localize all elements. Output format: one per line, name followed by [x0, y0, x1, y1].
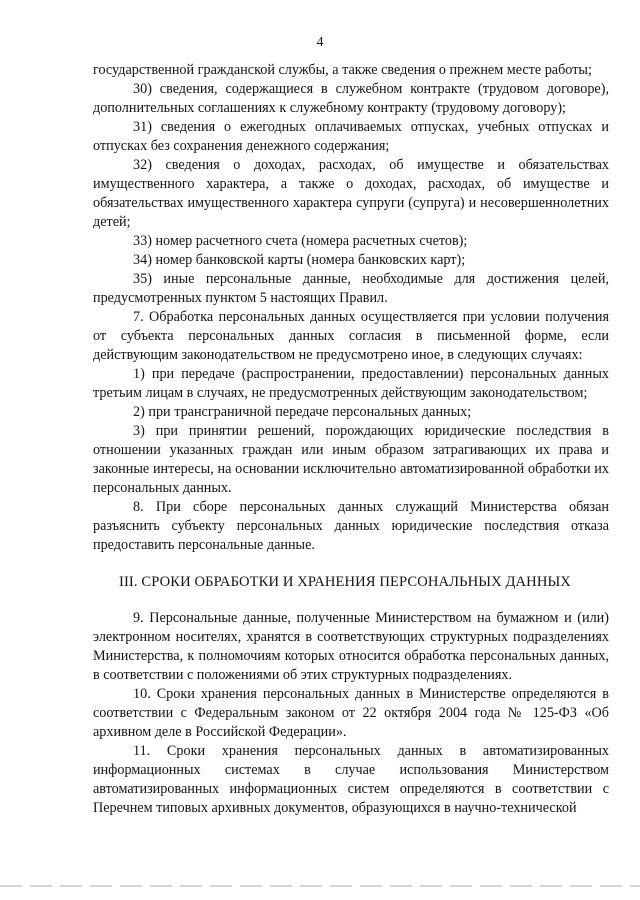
clause-10: 10. Сроки хранения персональных данных в Министерстве определяются в соответствии с Федеральным законом от 22 октября 2004 года № 125-ФЗ «Об архивном деле в Российской Федерации».: [93, 686, 609, 740]
scan-edge-divider: [0, 885, 640, 887]
clause-9: 9. Персональные данные, полученные Министерством на бумажном и (или) электронном носителях, хранятся в соответствующих структурных подразделениях Министерства, к полномочиям которых относится обработка персональных данных, в соответствии с положениями об этих структурных подразделениях.: [93, 610, 609, 683]
list-item-34: 34) номер банковской карты (номера банковских карт);: [133, 252, 466, 268]
paragraph-continuation: государственной гражданской службы, а также сведения о прежнем месте работы;: [93, 62, 592, 78]
list-item-32: 32) сведения о доходах, расходах, об имуществе и обязательствах имущественного характера, а также о доходах, расходах, об имуществе и обязательствах имущественного характера супруги (супруга) и несовершеннолетних детей;: [93, 157, 609, 230]
clause-11: 11. Сроки хранения персональных данных в автоматизированных информационных системах в случае использования Министерством автоматизированных информационных систем определяются в соответствии с Перечнем типовых архивных документов, образующихся в научно-технической: [93, 743, 609, 816]
clause-7-item-2: 2) при трансграничной передаче персональных данных;: [133, 404, 472, 420]
page-number: 4: [316, 35, 324, 50]
list-item-31: 31) сведения о ежегодных оплачиваемых отпусках, учебных отпусках и отпусках без сохранения денежного содержания;: [93, 119, 609, 154]
section-title: III. СРОКИ ОБРАБОТКИ И ХРАНЕНИЯ ПЕРСОНАЛЬНЫХ ДАННЫХ: [119, 574, 571, 590]
clause-7-item-3: 3) при принятии решений, порождающих юридические последствия в отношении указанных граждан или иным образом затрагивающих их права и законные интересы, на основании исключительно автоматизированной обработки их персональных данных.: [93, 423, 609, 496]
list-item-30: 30) сведения, содержащиеся в служебном контракте (трудовом договоре), дополнительных соглашениях к служебному контракту (трудовому договору);: [93, 81, 609, 116]
list-item-33: 33) номер расчетного счета (номера расчетных счетов);: [133, 233, 468, 249]
list-item-35: 35) иные персональные данные, необходимые для достижения целей, предусмотренных пунктом 5 настоящих Правил.: [93, 271, 609, 306]
clause-7-item-1: 1) при передаче (распространении, предоставлении) персональных данных третьим лицам в случаях, не предусмотренных действующим законодательством;: [93, 366, 609, 401]
clause-7: 7. Обработка персональных данных осуществляется при условии получения от субъекта персональных данных согласия в письменной форме, если действующим законодательством не предусмотрено иное, в следующих случаях:: [93, 309, 609, 363]
document-body: [93, 61, 609, 818]
clause-8: 8. При сборе персональных данных служащий Министерства обязан разъяснить субъекту персональных данных юридические последствия отказа предоставить персональные данные.: [93, 499, 609, 553]
